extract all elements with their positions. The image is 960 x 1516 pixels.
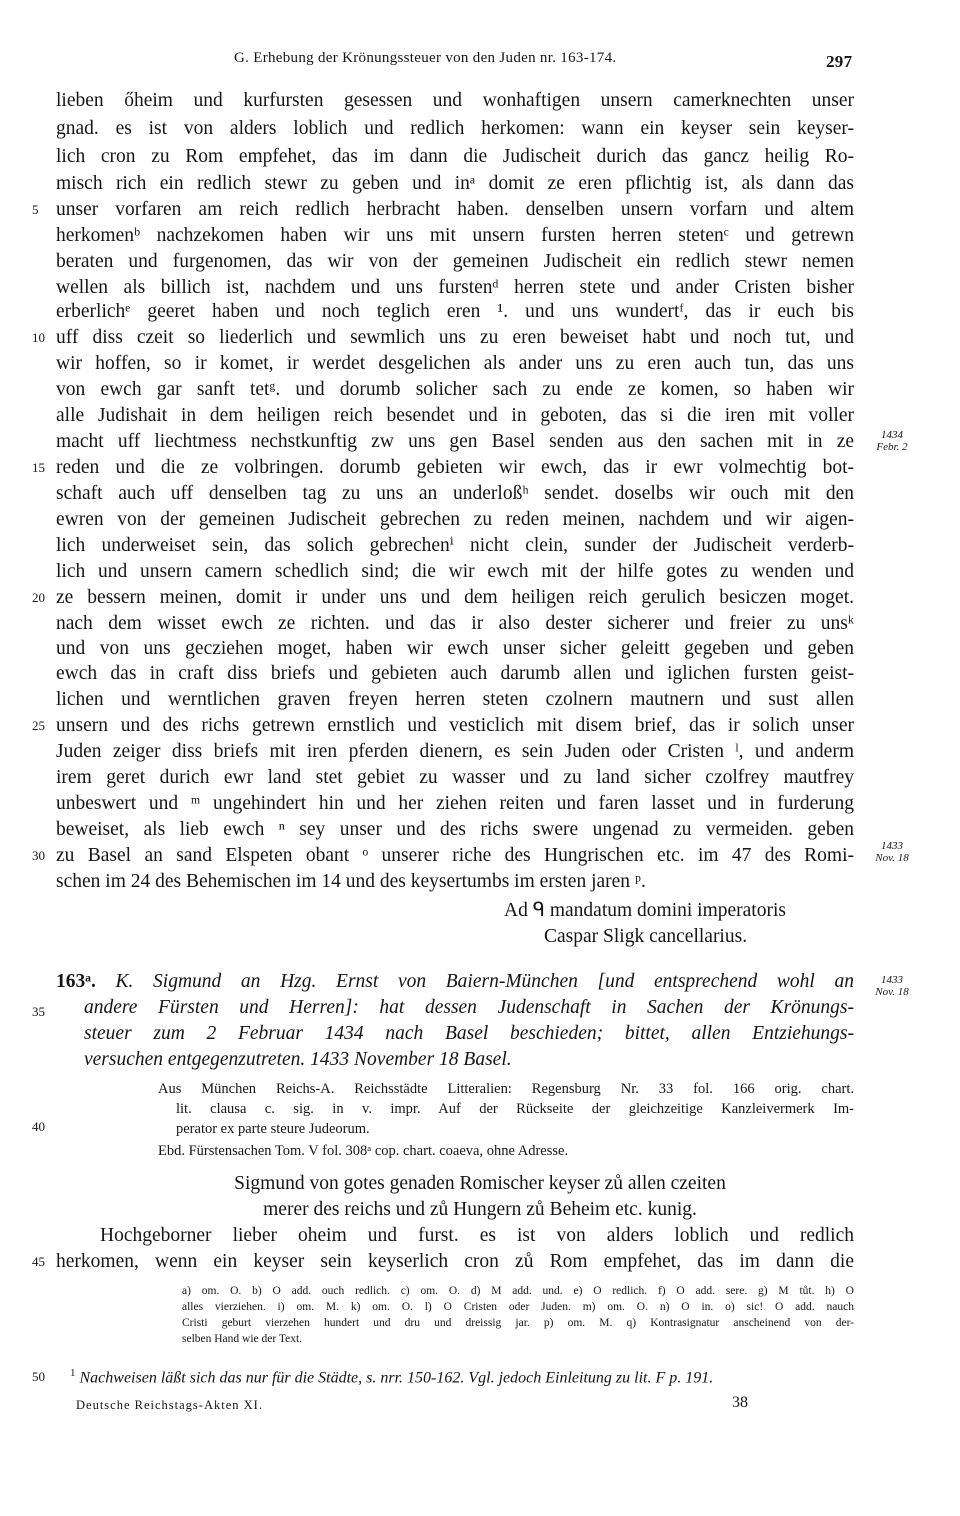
source-note: Ebd. Fürstensachen Tom. V fol. 308ᵃ cop. chart. coaeva, ohne Adresse. (158, 1143, 569, 1159)
margin-date-day: Nov. 18 (875, 986, 909, 998)
text-line: und von uns gecziehen moget, haben wir ewch unser sicher geleitt gegeben und geben (56, 638, 854, 659)
text-line: gnad. es ist von alders loblich und redlich herkomen: wann ein keyser sein keyser- (56, 118, 854, 139)
margin-date-day: Nov. 18 (875, 852, 909, 864)
text-line: von ewch gar sanft tetᵍ. und dorumb solicher sach zu ende ze komen, so haben wir (56, 379, 854, 400)
margin-date (861, 974, 923, 998)
running-title: G. Erhebung der Krönungssteuer von den Juden nr. 163-174. (234, 50, 617, 66)
text-line: ze bessern meinen, domit ir under uns und dem heiligen reich gerulich besiczen moget. (56, 587, 854, 608)
line-number: 30 (32, 848, 45, 863)
text-line: ewren von der gemeinen Judischeit gebrechen zu reden meinen, nachdem und wir aigen- (56, 509, 854, 530)
text-line: macht uff liechtmess nechstkunftig zw uns gen Basel senden aus den sachen mit in ze (56, 431, 854, 452)
salutation-line: Sigmund von gotes genaden Romischer keyser zů allen czeiten (234, 1173, 726, 1194)
line-number: 50 (32, 1369, 45, 1384)
signature-line: Caspar Sligk cancellarius. (544, 926, 748, 947)
document-heading-text: K. Sigmund an Hzg. Ernst von Baiern-München [und entsprechend wohl an (115, 971, 854, 992)
apparatus-line: a) om. O. b) O add. ouch redlich. c) om. O. d) M add. und. e) O redlich. f) O add. sere. g) M tůt. h) O (182, 1285, 854, 1297)
document-number: 163ᵃ. (56, 971, 96, 992)
text-line: erberlichᵉ geeret haben und noch teglich eren ¹. und uns wundertᶠ, das ir euch bis (56, 301, 854, 322)
line-number: 25 (32, 718, 45, 733)
text-line: beraten und furgenomen, das wir von der gemeinen Judischeit ein redlich stewr nemen (56, 251, 854, 272)
text-line: Hochgeborner lieber oheim und furst. es ist von alders loblich und redlich (100, 1225, 854, 1246)
text-line: lich cron zu Rom empfehet, das im dann die Judischeit durich das gancz heilig Ro- (56, 146, 854, 167)
text-line: zu Basel an sand Elspeten obant ᵒ unserer riche des Hungrischen etc. im 47 des Romi- (56, 845, 854, 866)
source-note: lit. clausa c. sig. in v. impr. Auf der Rückseite der gleichzeitige Kanzleivermerk Im- (176, 1101, 854, 1117)
text-line: schaft auch uff denselben tag zu uns an underloßʰ sendet. doselbs wir ouch mit den (56, 483, 854, 504)
text-line: ewch das in craft diss briefs und gebieten auch darumb allen und iglichen fursten geist- (56, 663, 854, 684)
text-line: uff diss czeit so liederlich und sewmlich uns zu eren beweiset habt und noch tut, und (56, 327, 854, 348)
line-number: 15 (32, 460, 45, 475)
footnote-text: Nachweisen läßt sich das nur für die Städte, s. nrr. 150-162. Vgl. jedoch Einleitung zu lit. F p. 191. (79, 1369, 714, 1387)
line-number: 40 (32, 1119, 45, 1134)
margin-date-year: 1433 (881, 974, 903, 986)
margin-date-day: Febr. 2 (876, 441, 908, 453)
salutation-line: merer des reichs und zů Hungern zů Beheim etc. kunig. (263, 1199, 697, 1220)
text-line: irem geret durich ewr land stet gebiet zu wasser und zu land sicher czolfrey mautfrey (56, 767, 854, 788)
text-line: lich und unsern camern schedlich sind; die wir ewch mit der hilfe gotes zu wenden und (56, 561, 854, 582)
text-line: unbeswert und ᵐ ungehindert hin und her ziehen reiten und faren lasset und in furderung (56, 793, 854, 814)
source-note: perator ex parte steure Judeorum. (176, 1121, 370, 1137)
text-line: schen im 24 des Behemischen im 14 und des keysertumbs im ersten jaren ᵖ. (56, 871, 646, 892)
line-number: 20 (32, 590, 45, 605)
text-line: reden und die ze volbringen. dorumb gebieten wir ewch, das ir ewr volmechtig bot- (56, 457, 854, 478)
text-line: Juden zeiger diss briefs mit iren pferden dienern, es sein Juden oder Cristen ˡ, und anderm (56, 741, 854, 762)
text-line: nach dem wisset ewch ze richten. und das ir also dester sicherer und freier zu unsᵏ (56, 613, 854, 634)
text-line: misch rich ein redlich stewr zu geben und inᵃ domit ze eren pflichtig ist, als dann das (56, 173, 854, 194)
line-number: 5 (32, 202, 39, 217)
text-line: alle Judishait in dem heiligen reich besendet und in geboten, das si die iren mit voller (56, 405, 854, 426)
line-number: 35 (32, 1004, 45, 1019)
line-number: 10 (32, 330, 45, 345)
text-line: lieben őheim und kurfursten gesessen und wonhaftigen unsern camerknechten unser (56, 90, 854, 111)
text-line: herkomenᵇ nachzekomen haben wir uns mit unsern fursten herren stetenᶜ und getrewn (56, 225, 854, 246)
text-line: unser vorfaren am reich redlich herbracht haben. denselben unsern vorfarn und altem (56, 199, 854, 220)
footnote (70, 1362, 854, 1389)
signature-line: Ad ᑫ mandatum domini imperatoris (504, 900, 786, 921)
document-heading (56, 969, 854, 995)
text-line: unsern und des richs getrewn ernstlich und vesticlich mit disem brief, das ir solich unser (56, 715, 854, 736)
document-heading-line: steuer zum 2 Februar 1434 nach Basel beschieden; bittet, allen Entziehungs- (84, 1023, 854, 1044)
text-line: wir hoffen, so ir komet, ir werdet desgelichen als ander uns zu eren auch tun, das uns (56, 353, 854, 374)
apparatus-line: alles vierziehen. i) om. M. k) om. O. l) O Cristen oder Juden. m) om. O. n) O in. o) sic! O add. nauch (182, 1301, 854, 1313)
document-heading-line: versuchen entgegenzutreten. 1433 November 18 Basel. (84, 1049, 512, 1070)
text-line: lich underweiset sein, das solich gebrechenⁱ nicht clein, sunder der Judischeit verderb- (56, 535, 854, 556)
line-number: 45 (32, 1254, 45, 1269)
running-head (0, 50, 960, 74)
page-number: 297 (826, 52, 853, 71)
margin-date-year: 1434 (881, 429, 903, 441)
footnote-mark: 1 (70, 1367, 76, 1379)
document-heading-line: andere Fürsten und Herren]: hat dessen Judenschaft in Sachen der Krönungs- (84, 997, 854, 1018)
margin-date (861, 429, 923, 453)
apparatus-line: Cristi geburt vierzehen hundert und dru und dreissig jar. p) om. M. q) Kontrasignatur anscheinend von der- (182, 1317, 854, 1329)
text-line: lichen und werntlichen graven freyen herren steten czolnern mautnern und sust allen (56, 689, 854, 710)
sheet-number: 38 (732, 1394, 748, 1411)
series-title: Deutsche Reichstags-Akten XI. (76, 1398, 263, 1412)
text-line: wellen als billich ist, nachdem und uns furstenᵈ herren stete und ander Cristen bisher (56, 277, 854, 298)
bottom-line (76, 1396, 856, 1416)
source-note: Aus München Reichs-A. Reichsstädte Litteralien: Regensburg Nr. 33 fol. 166 orig. chart. (158, 1081, 854, 1097)
text-line: herkomen, wenn ein keyser sein keyserlich cron zů Rom empfehet, das im dann die (56, 1251, 854, 1272)
margin-date (861, 840, 923, 864)
margin-date-year: 1433 (881, 840, 903, 852)
text-line: beweiset, als lieb ewch ⁿ sey unser und des richs swere ungenad zu vermeiden. geben (56, 819, 854, 840)
apparatus-line: selben Hand wie der Text. (182, 1333, 303, 1345)
